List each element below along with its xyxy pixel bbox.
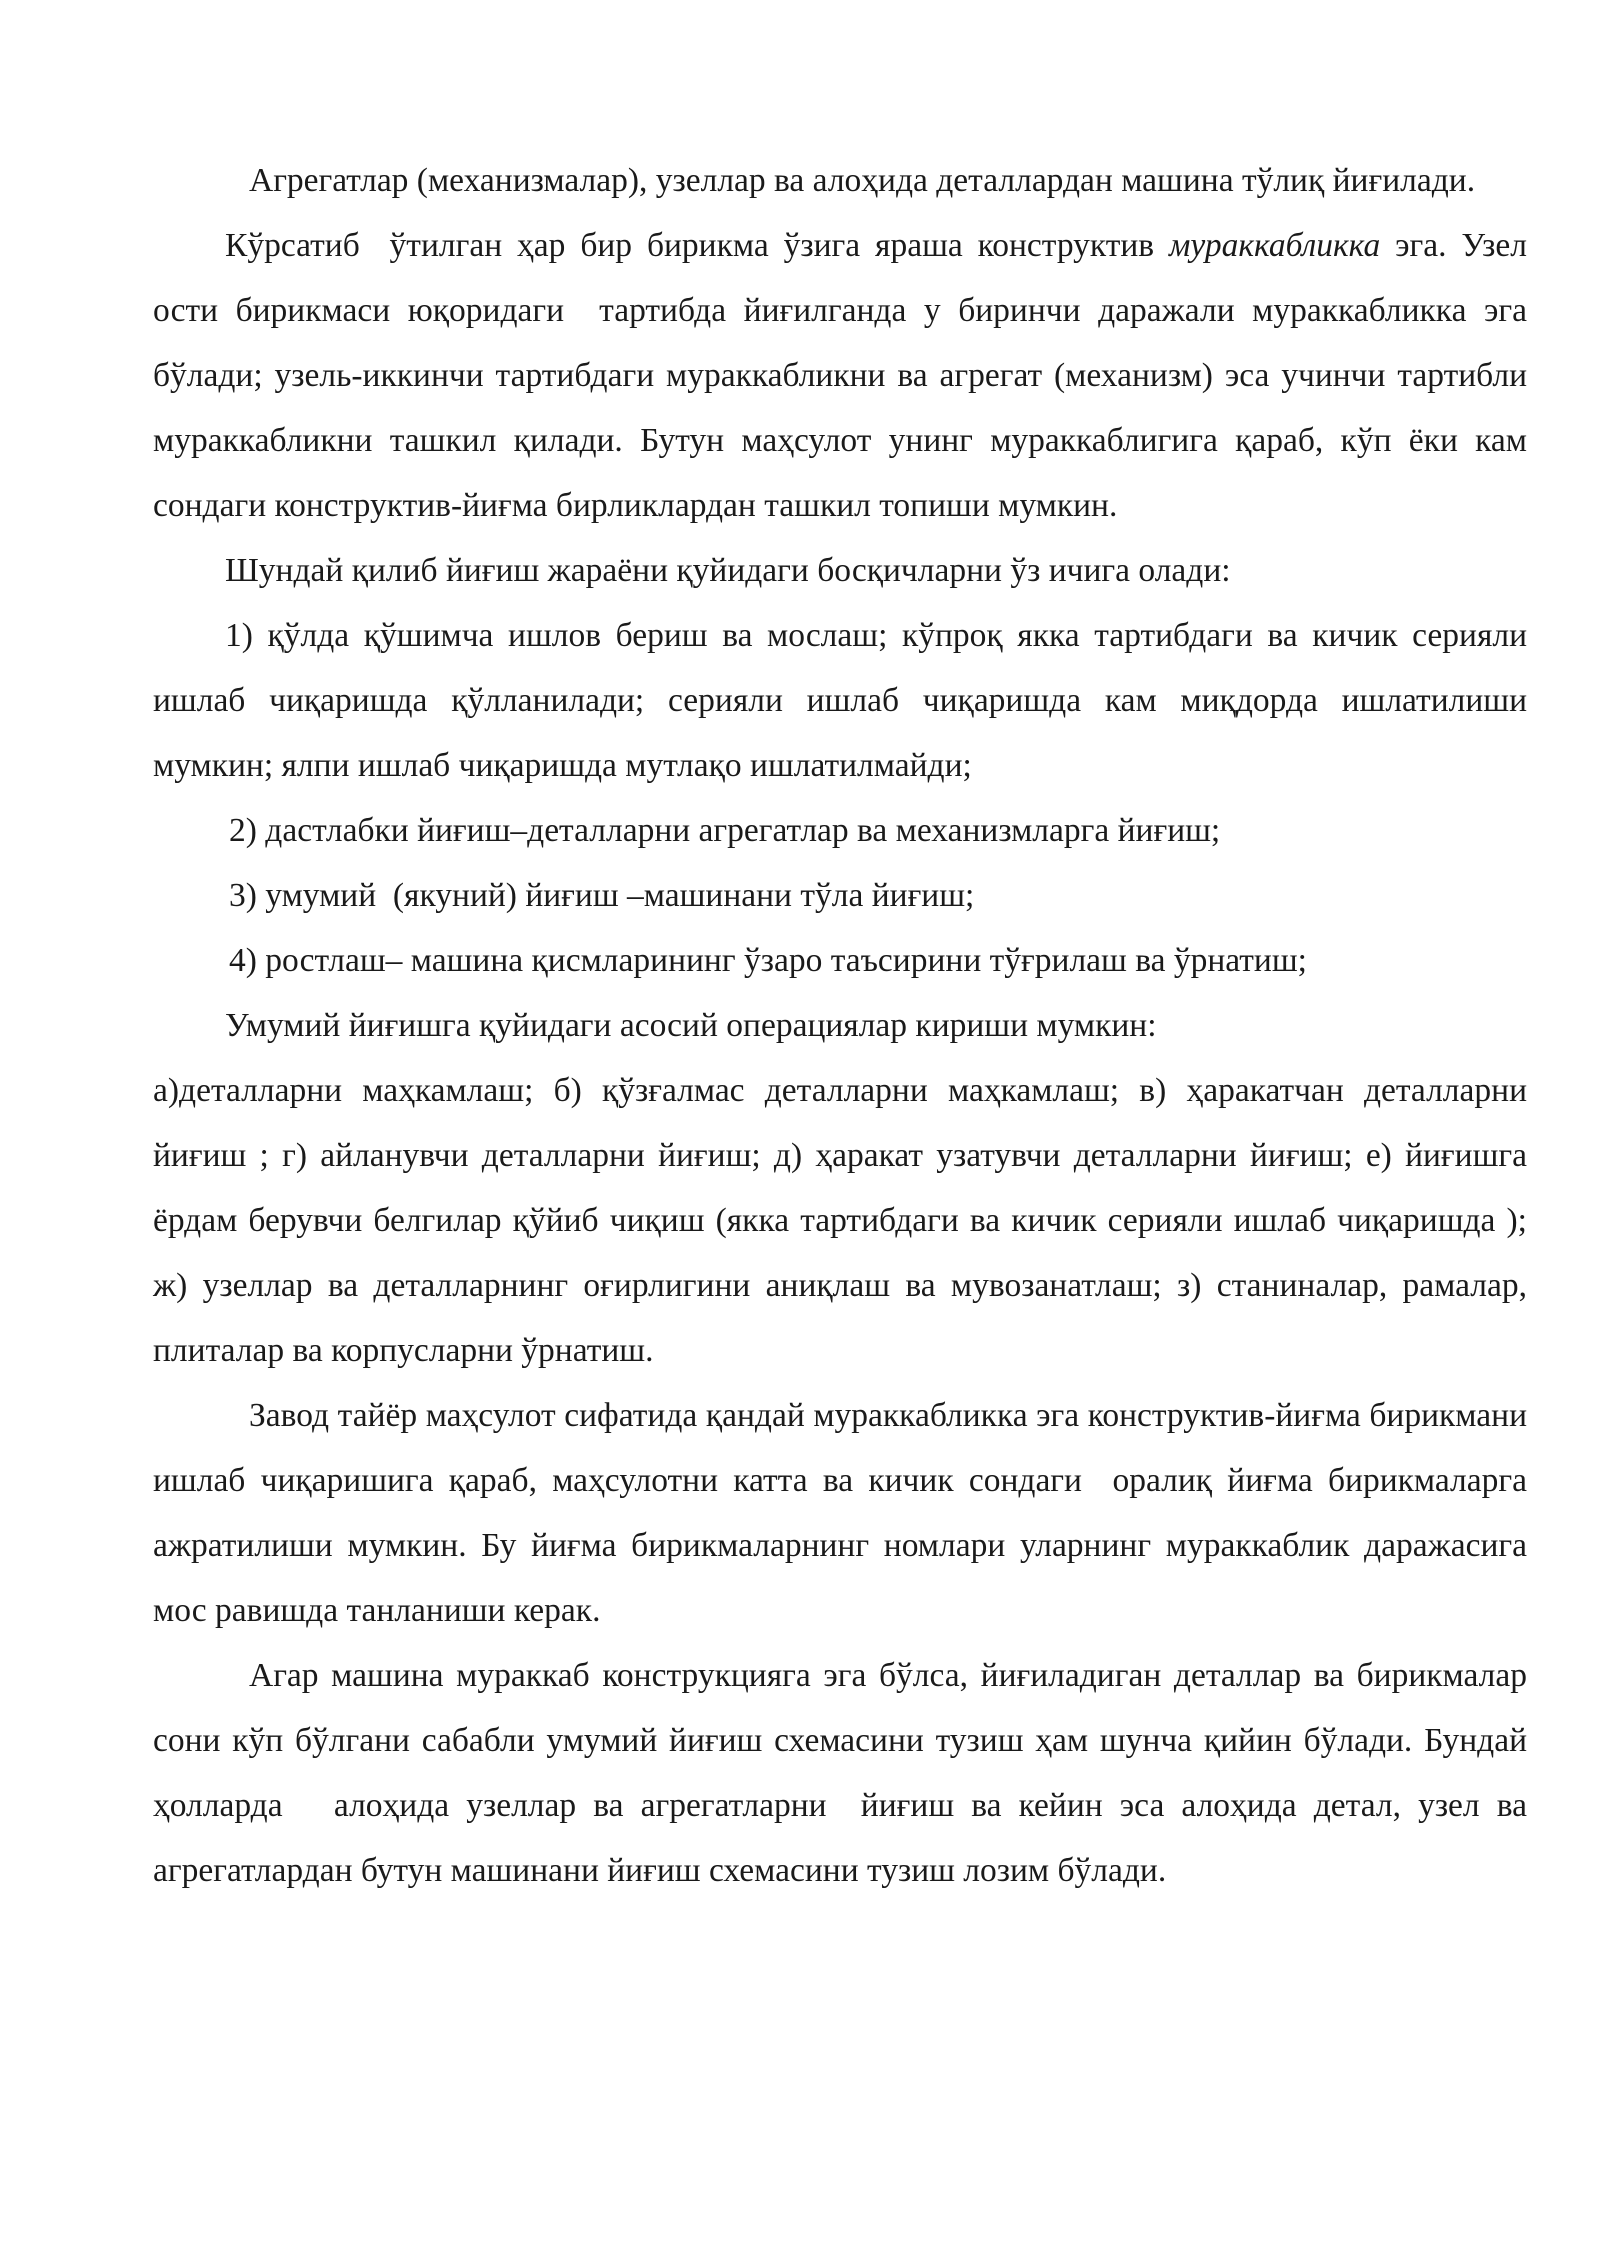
paragraph-operations-list: а)деталларни маҳкамлаш; б) қўзғалмас деталларни маҳкамлаш; в) ҳаракатчан деталларни йиғиш ; г) айланувчи деталларни йиғиш; д) ҳаракат узатувчи деталларни йиғиш; е) йиғишга ёрдам берувчи белгилар қўйиб чиқиш (якка тартибдаги ва кичик серияли ишлаб чиқаришда ); ж) узеллар ва деталларнинг оғирлигини аниқлаш ва мувозанатлаш; з) станиналар, рамалар, плиталар ва корпусларни ўрнатиш. <box>153 1072 1536 1369</box>
paragraph-complexity-part2: эга. Узел ости бирикмаси юқоридаги тартибда йиғилганда у биринчи даражали мураккабликка эга бўлади; узель-иккинчи тартибдаги мураккабликни ва агрегат (механизм) эса учинчи тартибли мураккабликни ташкил қилади. Бутун маҳсулот унинг мураккаблигига қараб, кўп ёки кам сондаги конструктив-йиғма бирликлардан ташкил топиши мумкин. <box>153 227 1536 524</box>
list-item-stage-3: 3) умумий (якуний) йиғиш –машинани тўла йиғиш; <box>229 877 975 914</box>
paragraph-complexity-part1: Кўрсатиб ўтилган ҳар бир бирикма ўзига яраша конструктив <box>225 227 1170 264</box>
paragraph-operations-intro: Умумий йиғишга қуйидаги асосий операциялар кириши мумкин: <box>225 1007 1157 1044</box>
document-page <box>153 148 1536 1903</box>
list-item-stage-1: 1) қўлда қўшимча ишлов бериш ва мослаш; кўпроқ якка тартибдаги ва кичик серияли ишлаб чиқаришда қўлланилади; серияли ишлаб чиқаришда кам миқдорда ишлатилиши мумкин; ялпи ишлаб чиқаришда мутлақо ишлатилмайди; <box>153 617 1527 784</box>
paragraph-factory-product: Завод тайёр маҳсулот сифатида қандай мураккабликка эга конструктив-йиғма бирикмани ишлаб чиқаришига қараб, маҳсулотни катта ва кичик сондаги оралиқ йиғма бирикмаларга ажратилиши мумкин. Бу йиғма бирикмаларнинг номлари уларнинг мураккаблик даражасига мос равишда танланиши керак. <box>153 1397 1536 1629</box>
list-item-stage-4: 4) ростлаш– машина қисмларининг ўзаро таъсирини тўғрилаш ва ўрнатиш; <box>229 942 1307 979</box>
list-item-stage-2: 2) дастлабки йиғиш–деталларни агрегатлар ва механизмларга йиғиш; <box>229 812 1221 849</box>
paragraph-assembly-units: Агрегатлар (механизмалар), узеллар ва алоҳида деталлардан машина тўлиқ йиғилади. <box>249 162 1476 199</box>
paragraph-complexity-italic: мураккабликка <box>1169 227 1381 264</box>
paragraph-complexity <box>153 213 1536 538</box>
paragraph-stages-intro: Шундай қилиб йиғиш жараёни қуйидаги босқичларни ўз ичига олади: <box>225 552 1231 589</box>
paragraph-complex-machine: Агар машина мураккаб конструкцияга эга бўлса, йиғиладиган деталлар ва бирикмалар сони кўп бўлгани сабабли умумий йиғиш схемасини тузиш ҳам шунча қийин бўлади. Бундай ҳолларда алоҳида узеллар ва агрегатларни йиғиш ва кейин эса алоҳида детал, узел ва агрегатлардан бутун машинани йиғиш схемасини тузиш лозим бўлади. <box>153 1657 1536 1889</box>
